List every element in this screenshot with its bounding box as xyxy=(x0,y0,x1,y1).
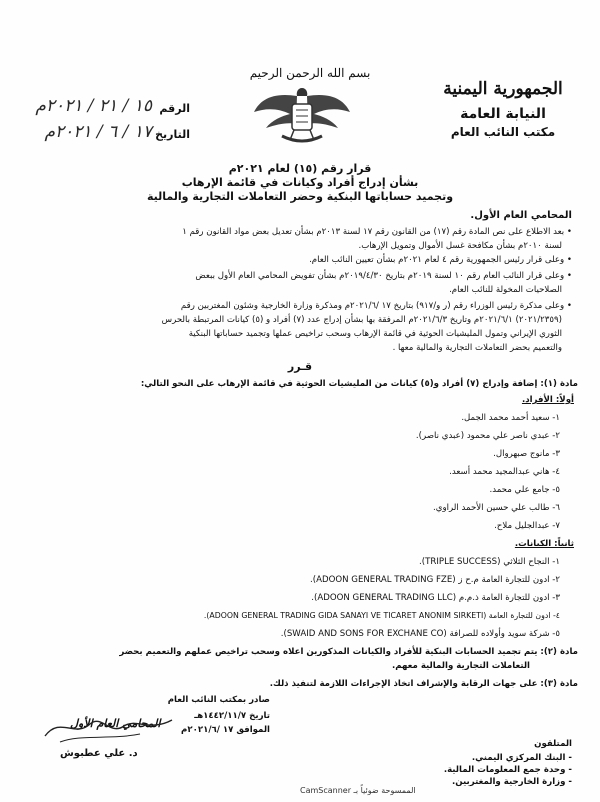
distribution-item: - وحدة جمع المعلومات المالية. xyxy=(443,765,572,775)
country-name: الجمهورية اليمنية xyxy=(443,79,563,99)
entities-heading: ثانياً: الكيانات. xyxy=(514,539,574,549)
office-name: النيابة العامة xyxy=(460,106,546,122)
list-item: ٦- طالب علي حسين الأحمد الراوي. xyxy=(433,503,560,513)
distribution-heading: المتلقون xyxy=(534,739,572,749)
decision-title: قرار رقم (١٥) لعام ٢٠٢١م xyxy=(228,162,372,175)
list-item: ٢- عبدي ناصر علي محمود (عبدي ناصر). xyxy=(415,431,560,441)
list-item: ٥- جامع علي محمد. xyxy=(489,485,560,495)
basmala: بسم الله الرحمن الرحيم xyxy=(249,66,371,80)
date-value: ١٧ / ٦ / ٢٠٢١م xyxy=(44,122,152,142)
signature-scribble-icon xyxy=(40,706,180,746)
recital-line: • وعلى مذكرة رئيس الوزراء رقم (ر و/٩١٧) بتاريخ ١٧ /٢٠٢١/٦م ومذكرة وزارة الخارجية وشئون المغتربين رقم xyxy=(180,301,572,311)
number-value: ١٥ / ٢١ / ٢٠٢١م xyxy=(35,96,152,116)
article-1: مادة (١): إضافة وإدراج (٧) أفراد و(٥) كيانات من المليشيات الحوثية في قائمة الإرهاب على النحو التالي: xyxy=(140,379,578,389)
distribution-item: - البنك المركزي اليمني. xyxy=(471,753,572,763)
signatory-title: المحامي العام الأول xyxy=(70,717,161,730)
gregorian-date: الموافق ١٧ /٢٠٢١/٦م xyxy=(181,725,270,735)
recital-line: (٢٠٢١/٢٣٥٩) ٢٠٢١/٦/١م وتاريخ ٢٠٢١/٦/٣م المرفقة بها بشأن إدراج عدد (٧) أفراد و (٥) كيانات المرتبطة بالحرس xyxy=(161,315,562,325)
article-3: مادة (٣): على جهات الرقابة والإشراف اتخاذ الإجراءات اللازمة لتنفيذ ذلك. xyxy=(269,679,578,689)
letterhead xyxy=(428,78,578,140)
eagle-emblem-icon xyxy=(252,82,352,148)
list-item: ٢- ادون للتجارة العامة م.ح ز (ADOON GENERAL TRADING FZE). xyxy=(310,575,560,585)
decision-subtitle: بشأن إدراج أفراد وكيانات في قائمة الإرهاب xyxy=(181,176,419,189)
department-name: مكتب النائب العام xyxy=(450,125,556,139)
addressee: المحامي العام الأول. xyxy=(470,210,572,221)
decides-heading: قـرر xyxy=(287,360,313,373)
issued-at: صادر بمكتب النائب العام xyxy=(167,695,270,705)
hijri-date: تاريخ ١٤٤٢/١١/٧هـ xyxy=(194,711,270,721)
list-item: ٣- ادون للتجارة العامة ذ.م.م (ADOON GENERAL TRADING LLC). xyxy=(311,593,560,603)
date-label: التاريخ xyxy=(155,128,190,141)
recital-line: الثوري الإيراني وتمول المليشيات الحوثية في قائمة الإرهاب وسحب تراخيص عملها وتجميد حساباتها البنكية xyxy=(188,329,562,339)
recital-line: • بعد الاطلاع على نص المادة رقم (١٧) من القانون رقم ١٧ لسنة ٢٠١٣م بشأن تعديل بعض مواد القانون رقم ١ xyxy=(182,227,572,237)
list-item: ٥- شركة سويد وأولاده للصرافة (SWAID AND SONS FOR EXCHANE CO). xyxy=(280,629,560,639)
recital-line: • وعلى قرار رئيس الجمهورية رقم ٤ لعام ٢٠٢١م بشأن تعيين النائب العام. xyxy=(309,255,572,265)
decision-subtitle-2: وتجميد حساباتها البنكية وحضر التعاملات التجارية والمالية xyxy=(146,190,454,203)
recital-line: الصلاحيات المخولة للنائب العام. xyxy=(449,285,562,295)
distribution-item: - وزارة الخارجية والمغتربين. xyxy=(452,777,572,787)
list-item: ٤- ادون للتجارة العامة (ADOON GENERAL TRADING GIDA SANAYI VE TICARET ANONIM SIRKETI). xyxy=(203,611,560,620)
article-2: مادة (٢): يتم تجميد الحسابات البنكية للأفراد والكيانات المذكورين اعلاه وسحب تراخيص عملهم والتعميم بحضر xyxy=(119,647,578,657)
article-2-cont: التعاملات التجارية والمالية معهم. xyxy=(392,661,530,671)
signatory-name: د. علي عطبوش xyxy=(60,748,138,759)
reference-block xyxy=(20,96,190,148)
recital-line: • وعلى قرار النائب العام رقم ١٠ لسنة ٢٠١٩م بتاريخ ٢٠١٩/٤/٣٠م بشأن تفويض المحامي العام الأول ببعض xyxy=(195,271,572,281)
number-label: الرقم xyxy=(159,102,190,115)
list-item: ٧- عبدالجليل ملاح. xyxy=(494,521,560,531)
list-item: ١- سعيد أحمد محمد الجمل. xyxy=(461,413,560,423)
recital-line: والتعميم بحضر التعاملات التجارية والمالية معها . xyxy=(392,343,562,353)
individuals-heading: أولاً: الأفراد. xyxy=(521,395,574,405)
list-item: ٤- هاني عبدالمجيد محمد أسعد. xyxy=(449,467,560,477)
list-item: ٣- مانوج صبهروال. xyxy=(493,449,560,459)
scanner-watermark: الممسوحة ضوئياً بـ CamScanner xyxy=(300,786,416,795)
recital-line: لسنة ٢٠١٠م بشأن مكافحة غسل الأموال وتمويل الإرهاب. xyxy=(358,241,562,251)
list-item: ١- النجاح الثلاثي (TRIPLE SUCCESS). xyxy=(419,557,560,567)
